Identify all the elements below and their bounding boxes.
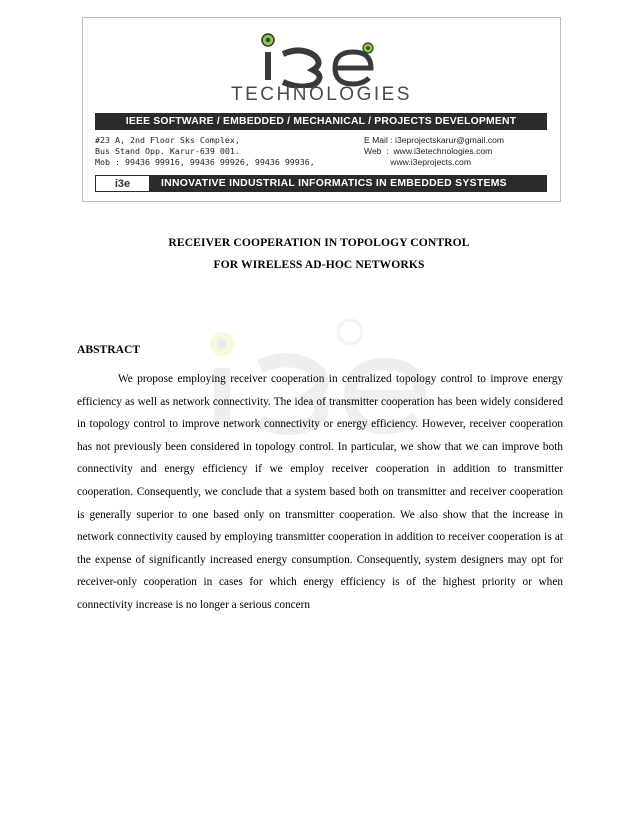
address-block (95, 135, 315, 168)
address-line: #23 A, 2nd Floor Sks Complex, (95, 135, 240, 145)
contact-block (364, 135, 504, 168)
email-line: E Mail : i3eprojectskarur@gmail.com (364, 135, 505, 145)
web-line: www.i3eprojects.com (364, 157, 471, 167)
paper-title-line-2: FOR WIRELESS AD-HOC NETWORKS (213, 258, 425, 271)
abstract-body: We propose employing receiver cooperation in centralized topology control to improve energy efficiency as well as network connectivity. The idea of transmitter cooperation has been widely considered in topology control to improve network connectivity or energy efficiency. However, receiver cooperation has not previously been considered in topology control. In particular, we show that we can improve both connectivity and energy efficiency if we employ receiver cooperation in addition to transmitter cooperation. Consequently, we conclude that a system based both on transmitter and receiver cooperation is generally superior to one based only on transmitter cooperation. We also show that the increase in network connectivity caused by employing transmitter cooperation in addition to receiver cooperation is at the expense of significantly increased energy consumption. Consequently, system designers may opt for receiver-only cooperation in cases for which energy efficiency is of the highest priority or when connectivity increase is no longer a serious concern (77, 373, 563, 611)
small-logo-icon: i3e (95, 175, 150, 192)
services-band: IEEE SOFTWARE / EMBEDDED / MECHANICAL / PROJECTS DEVELOPMENT (95, 113, 547, 130)
address-line: Mob : 99436 99916, 99436 99926, 99436 99936, (95, 157, 315, 167)
web-line: Web : www.i3etechnologies.com (364, 146, 493, 156)
abstract-heading: ABSTRACT (77, 343, 141, 356)
brand-name: TECHNOLOGIES (231, 84, 412, 105)
paper-title-line-1: RECEIVER COOPERATION IN TOPOLOGY CONTROL (168, 236, 470, 249)
letterhead-banner (82, 17, 561, 202)
tagline-band (95, 175, 547, 192)
tagline-text: INNOVATIVE INDUSTRIAL INFORMATICS IN EMBEDDED SYSTEMS (161, 178, 507, 189)
i3e-logo-icon (243, 28, 403, 88)
address-line: Bus Stand Opp. Karur-639 001. (95, 146, 240, 156)
